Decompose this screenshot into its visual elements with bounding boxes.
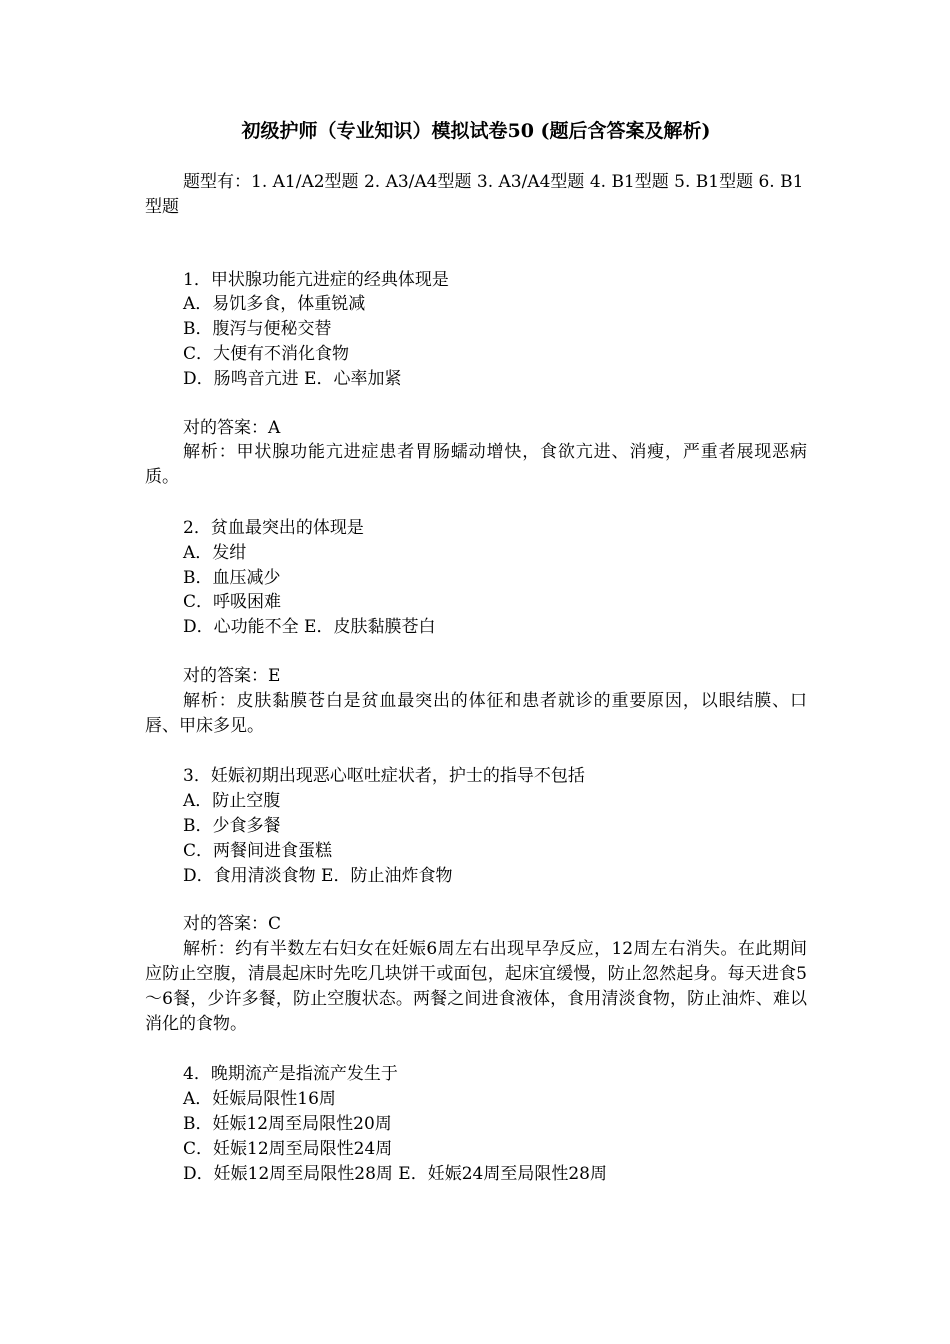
correct-answer: 对的答案：E <box>183 665 281 686</box>
option: C．呼吸困难 <box>183 592 282 613</box>
question-types: 题型有：1. A1/A2型题 2. A3/A4型题 3. A3/A4型题 4. B1型题 5. B1型题 6. B1型题 <box>145 172 804 217</box>
document-page <box>145 118 807 1212</box>
correct-answer: 对的答案：A <box>183 417 281 438</box>
option: C．妊娠12周至局限性24周 <box>183 1138 393 1159</box>
option: A．发绀 <box>183 542 247 563</box>
option: B．腹泻与便秘交替 <box>183 319 332 340</box>
question-2 <box>145 516 807 738</box>
option: B．少食多餐 <box>183 815 281 836</box>
answer-block <box>145 416 807 490</box>
option: B．妊娠12周至局限性20周 <box>183 1113 392 1134</box>
answer-block <box>145 912 807 1036</box>
option: A．妊娠局限性16周 <box>183 1089 336 1110</box>
analysis-text: 解析：约有半数左右妇女在妊娠6周左右出现早孕反应，12周左右消失。在此期间应防止空腹，清晨起床时先吃几块饼干或面包，起床宜缓慢，防止忽然起身。每天进食5～6餐，少许多餐，防止空腹状态。两餐之间进食液体，食用清淡食物，防止油炸、难以消化的食物。 <box>145 939 807 1034</box>
option: C．两餐间进食蛋糕 <box>183 840 333 861</box>
correct-answer: 对的答案：C <box>183 914 282 935</box>
question-stem: 1．甲状腺功能亢进症的经典体现是 <box>183 269 449 290</box>
option: D．食用清淡食物 E．防止油炸食物 <box>183 865 453 886</box>
question-1 <box>145 268 807 490</box>
option: D．心功能不全 E．皮肤黏膜苍白 <box>183 617 436 638</box>
option: A．防止空腹 <box>183 791 281 812</box>
analysis-text: 解析：皮肤黏膜苍白是贫血最突出的体征和患者就诊的重要原因，以眼结膜、口唇、甲床多见。 <box>145 690 807 736</box>
page-title: 初级护师（专业知识）模拟试卷50 (题后含答案及解析) <box>241 120 711 142</box>
analysis-text: 解析：甲状腺功能亢进症患者胃肠蠕动增快，食欲亢进、消瘦，严重者展现恶病质。 <box>145 442 807 488</box>
option: C．大便有不消化食物 <box>183 343 350 364</box>
answer-block <box>145 664 807 738</box>
question-stem: 3．妊娠初期出现恶心呕吐症状者，护士的指导不包括 <box>183 766 585 787</box>
question-stem: 4．晚期流产是指流产发生于 <box>183 1064 398 1085</box>
option: A．易饥多食，体重锐减 <box>183 294 366 315</box>
option: B．血压减少 <box>183 567 281 588</box>
question-stem: 2．贫血最突出的体现是 <box>183 517 364 538</box>
option: D．肠鸣音亢进 E．心率加紧 <box>183 368 402 389</box>
question-4 <box>145 1062 807 1186</box>
question-3 <box>145 764 807 1036</box>
option: D．妊娠12周至局限性28周 E．妊娠24周至局限性28周 <box>183 1163 607 1184</box>
